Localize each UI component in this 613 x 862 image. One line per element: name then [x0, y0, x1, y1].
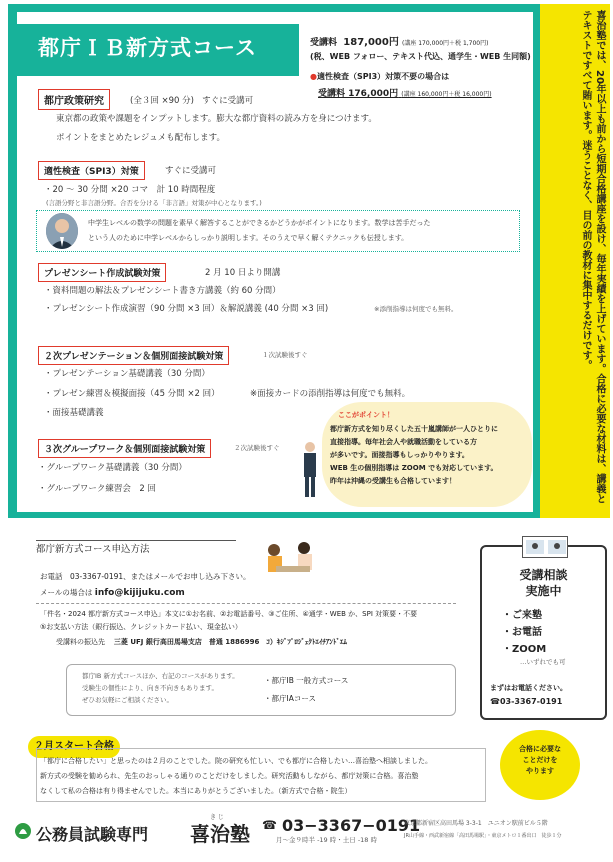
- vertical-message: 喜治塾では、20年以上も前から短期合格講座を設け、毎年実績を上げています。合格に必要な材料は、講義とテキストですべて賄います。迷うことなく、目の前の教材に集中するだけです。: [580, 10, 605, 504]
- promise-line-3: やります: [526, 767, 554, 775]
- section-sheet-line-1: ・資料問題の解法＆プレゼンシート書き方講義（約 60 分間）: [44, 286, 281, 296]
- consult-title-2: 実施中: [525, 584, 562, 598]
- section-spi-line-1: ・20 〜 30 分間 ×20 コマ 計 10 時間程度: [44, 185, 216, 195]
- leaf-logo-icon: [14, 822, 32, 840]
- point-line-2: 直接指導。毎年社会人や就職活動をしている方: [330, 438, 477, 446]
- point-line-3: が多いです。面接指導もしっかりやります。: [330, 451, 469, 459]
- section-third-timing: ２次試験後すぐ: [234, 444, 280, 452]
- section-policy-line-1: 東京都の政策や課題をインプットします。膨大な都庁資料の読み方を身につけます。: [56, 114, 377, 124]
- footer-ruby: き じ: [210, 814, 224, 821]
- point-line-1: 都庁新方式を知り尽くした五十嵐講師が一人ひとりに: [330, 425, 498, 433]
- spi-explanation-box: [36, 210, 520, 252]
- promise-line-2: ことだけを: [522, 756, 558, 764]
- price-line-3: [310, 71, 449, 82]
- apply-form-line-2: ⑤お支払い方法（銀行振込、クレジットカード払い、現金払い）: [40, 623, 242, 631]
- instructor-avatar: [46, 213, 78, 249]
- consult-any: …いずれでも可: [520, 658, 566, 666]
- apply-form-line-1: 「件名・2024 都庁新方式コース申込」本文に①お名前、②お電話番号、③ご住所、④通学・WEB か、SPI 対策要・不要: [40, 610, 418, 618]
- price-alt-label: 適性検査（SPI3）対策不要の場合は: [316, 72, 450, 81]
- section-policy-line-2: ポイントをまとめたレジュメも配布します。: [56, 133, 225, 143]
- standing-person-icon: [300, 440, 320, 500]
- section-third-line-1: ・グループワーク基礎講義（30 分間）: [38, 463, 187, 473]
- section-policy-timing: すぐに受講可: [202, 96, 254, 106]
- instructor-standing-illustration: [300, 440, 320, 500]
- section-sheet-note: ※添削指導は何度でも無料。: [374, 305, 458, 313]
- consultation-illustration: [260, 538, 320, 580]
- page-title: 都庁ＩＢ新方式コース: [38, 36, 257, 60]
- section-second-line-1: ・プレゼンテーション基礎講義（30 分間）: [44, 369, 210, 379]
- apply-mail: info@kijijuku.com: [94, 588, 185, 598]
- footer-name: 喜治塾: [190, 822, 250, 846]
- other-courses-line-1: 都庁ⅠB 新方式コースほか、右記のコースがあります。: [82, 672, 239, 680]
- footer-hours: 月〜金９時半 -19 時・土日 -18 時: [276, 836, 377, 844]
- other-course-1[interactable]: ・都庁ⅠB 一般方式コース: [264, 676, 349, 685]
- other-courses-line-2: 受験生の個性により、向き不向きもあります。: [82, 684, 218, 692]
- section-spi-timing: すぐに受講可: [165, 166, 217, 176]
- consult-item-visit[interactable]: ・ご来塾: [502, 610, 542, 621]
- screen-icon: [522, 536, 568, 558]
- apply-bank: 三菱 UFJ 銀行高田馬場支店 普通 1886996 ｺ）ｷｼﾞﾌﾟﾛｼﾞｪｸﾄｴｲﾁｱﾝﾄﾞｴﾑ: [113, 638, 347, 646]
- consult-cta: まずはお電話ください。: [490, 684, 567, 692]
- price-label: 受講料: [310, 38, 338, 48]
- footer-access: JR山手線・西武新宿線「高田馬場駅」・東京メトロ１番出口 徒歩１分: [404, 833, 562, 839]
- spi-box-line-1: 中学生レベルの数学の問題を素早く解答することができるかどうかがポイントになります。数学は苦手だった: [88, 219, 431, 227]
- section-second-line-2: ・プレゼン練習＆模擬面接（45 分間 ×2 回）: [44, 389, 220, 399]
- section-heading-policy: 都庁政策研究: [38, 89, 110, 110]
- price-line-1: [310, 33, 488, 48]
- section-second-note: ※面接カードの添削指導は何度でも無料。: [250, 389, 411, 399]
- footer-address: 東京都新宿区高田馬場 3-3-1 ユニオン駅前ビル５階: [404, 820, 548, 827]
- start-tag: ２月スタート合格: [28, 736, 120, 758]
- logo-icon: [14, 822, 32, 840]
- section-heading-spi: 適性検査（SPI3）対策: [38, 161, 145, 180]
- testimonial-line-3: なくして私の合格は有り得ませんでした。本当にありがとうございました。（新方式で合格・院生）: [40, 787, 352, 795]
- price-alt-amount: 受講料 176,000円: [318, 89, 399, 99]
- promise-circle-text: [500, 744, 580, 777]
- point-title: ここがポイント！: [338, 411, 394, 419]
- other-course-2[interactable]: ・都庁ⅠAコース: [264, 694, 316, 703]
- consult-item-phone[interactable]: ・お電話: [502, 627, 542, 638]
- footer-brand: 公務員試験専門: [36, 825, 149, 844]
- person-icon: [46, 213, 78, 249]
- section-third-line-2: ・グループワーク練習会 2 回: [38, 484, 156, 494]
- testimonial-line-1: 「都庁に合格したい」と思ったのは２月のことでした。院の研究も忙しい、でも都庁に合格したい…喜治塾へ相談しました。: [40, 757, 432, 765]
- apply-bank-label: 受講料の振込先: [56, 638, 105, 646]
- section-heading-presentation-sheet: プレゼンシート作成試験対策: [38, 263, 166, 282]
- price-alt-note: (講座 160,000円＋税 16,000円): [401, 91, 492, 98]
- section-heading-second-exam: ２次プレゼンテーション＆個別面接試験対策: [38, 346, 229, 365]
- spi-box-line-2: という人のために中学レベルからしっかり説明します。そのうえで早く解くテクニックも伝授します。: [88, 234, 409, 242]
- apply-bank-line: [56, 637, 347, 647]
- consult-phone[interactable]: ☎03-3367-0191: [490, 697, 563, 706]
- apply-phone-line: お電話 03-3367-0191、またはメールでお申し込み下さい。: [40, 572, 251, 581]
- testimonial-line-2: 新方式の受験を勧められ、先生のおっしゃる通りのことだけをしました。研究活動もしながら、都庁対策に合格。喜治塾: [40, 772, 419, 780]
- section-sheet-timing: 2 月 10 日より開講: [205, 268, 281, 278]
- point-line-5: 昨年は沖縄の受講生も合格しています！: [330, 477, 456, 485]
- price-line-2: (税、WEB フォロー、テキスト代込、通学生・WEB 生同額): [310, 52, 531, 61]
- apply-mail-prefix: メールの場合は: [40, 588, 93, 597]
- section-second-line-3: ・面接基礎講義: [44, 408, 104, 418]
- section-spi-note: (言語分野と非言語分野。合否を分ける「非言語」対策が中心となります。): [46, 199, 262, 207]
- phone-icon: ☎: [262, 818, 277, 832]
- promise-line-1: 合格に必要な: [519, 745, 561, 753]
- section-sheet-line-2: ・プレゼンシート作成演習（90 分間 ×3 回）＆解説講義 (40 分間 ×3 回): [44, 304, 329, 314]
- divider: [36, 603, 456, 604]
- bullet-icon: ●: [310, 72, 317, 81]
- section-policy-sub: (全３回 ×90 分): [130, 96, 194, 106]
- apply-mail-line: [40, 587, 185, 598]
- consult-title-1: 受講相談: [519, 568, 568, 582]
- footer-phone[interactable]: 03−3367−0191: [282, 816, 421, 835]
- apply-heading: 都庁新方式コース申込方法: [36, 544, 150, 555]
- zoom-screen-icon: [523, 537, 569, 559]
- other-courses-line-3: ぜひお気軽にご相談ください。: [82, 696, 173, 704]
- section-heading-third-exam: ３次グループワーク＆個別面接試験対策: [38, 439, 211, 458]
- point-line-4: WEB 生の個別指導は ZOOM でも対応しています。: [330, 464, 498, 472]
- price-note: (講座 170,000円＋税 1,700円): [401, 40, 489, 47]
- counsel-icon: [260, 538, 320, 580]
- section-policy-meta: [130, 94, 253, 106]
- price-amount: 187,000円: [343, 37, 399, 48]
- section-second-timing: １次試験後すぐ: [262, 351, 308, 359]
- consult-item-zoom[interactable]: ・ZOOM: [502, 644, 547, 655]
- price-line-4: [318, 86, 492, 99]
